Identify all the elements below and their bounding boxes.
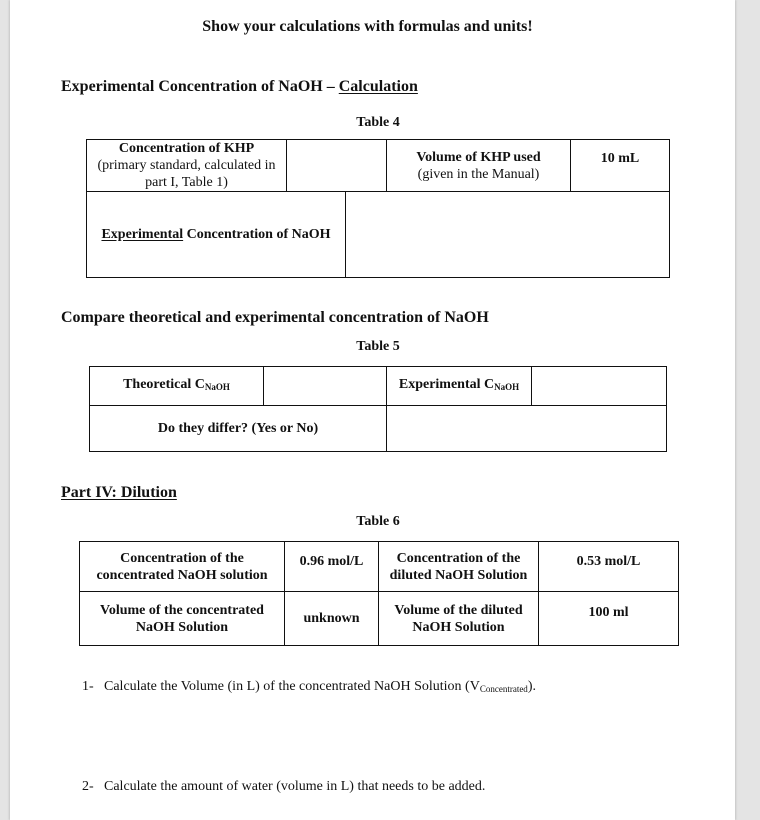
heading-underlined-text: Calculation	[338, 78, 418, 95]
question-1-subscript: Concentrated	[479, 684, 528, 694]
table-5-caption: Table 5	[356, 339, 400, 354]
khp-concentration-note: (primary standard, calculated in part I, Table 1)	[97, 158, 276, 190]
theoretical-c-naoh-value-cell[interactable]	[264, 367, 387, 406]
experimental-label-subscript: NaOH	[494, 382, 520, 392]
khp-concentration-label-cell	[87, 140, 287, 192]
section-heading-compare: Compare theoretical and experimental concentration of NaOH	[61, 309, 489, 326]
question-1	[82, 679, 536, 695]
section-heading-experimental-calculation	[61, 78, 418, 96]
question-1-suffix: ).	[527, 679, 536, 694]
concentrated-volume-label: Volume of the concentrated NaOH Solution	[80, 592, 285, 646]
do-they-differ-label: Do they differ? (Yes or No)	[90, 406, 387, 452]
experimental-underlined-label: Experimental	[101, 227, 184, 242]
diluted-volume-value: 100 ml	[539, 592, 679, 646]
khp-volume-value-cell: 10 mL	[571, 140, 670, 192]
table-6	[79, 541, 679, 646]
table-4-caption: Table 4	[356, 115, 400, 130]
theoretical-c-naoh-label	[90, 367, 264, 406]
question-1-text: Calculate the Volume (in L) of the concentrated NaOH Solution (V	[104, 679, 480, 694]
question-1-number: 1-	[82, 679, 94, 694]
khp-volume-label-cell	[387, 140, 571, 192]
diluted-volume-label: Volume of the diluted NaOH Solution	[379, 592, 539, 646]
table-4	[86, 139, 670, 278]
experimental-c-naoh-label	[387, 367, 532, 406]
theoretical-label-text: Theoretical C	[123, 377, 205, 392]
question-2-number: 2-	[82, 779, 94, 794]
question-2	[82, 779, 485, 795]
table-row	[80, 542, 679, 592]
khp-concentration-value-cell[interactable]	[287, 140, 387, 192]
question-2-text: Calculate the amount of water (volume in L) that needs to be added.	[104, 779, 486, 794]
section-heading-part-iv-dilution: Part IV: Dilution	[61, 484, 177, 501]
experimental-naoh-label-cell	[87, 192, 346, 278]
concentrated-volume-value: unknown	[285, 592, 379, 646]
khp-volume-note: (given in the Manual)	[417, 166, 540, 182]
experimental-c-naoh-value-cell[interactable]	[532, 367, 667, 406]
theoretical-label-subscript: NaOH	[204, 382, 230, 392]
diluted-concentration-label: Concentration of the diluted NaOH Solution	[379, 542, 539, 592]
concentrated-concentration-label: Concentration of the concentrated NaOH solution	[80, 542, 285, 592]
concentrated-concentration-value: 0.96 mol/L	[285, 542, 379, 592]
do-they-differ-value-cell[interactable]	[387, 406, 667, 452]
page-title: Show your calculations with formulas and units!	[202, 18, 533, 35]
khp-concentration-label: Concentration of KHP	[118, 141, 255, 156]
table-row	[80, 592, 679, 646]
khp-volume-label: Volume of KHP used	[416, 149, 541, 165]
table-5	[89, 366, 667, 452]
heading-text: Experimental Concentration of NaOH –	[61, 78, 339, 95]
experimental-naoh-value-cell[interactable]	[346, 192, 670, 278]
experimental-label-rest: Concentration of NaOH	[183, 227, 331, 242]
experimental-label-text: Experimental C	[398, 377, 495, 392]
table-6-caption: Table 6	[356, 514, 400, 529]
diluted-concentration-value: 0.53 mol/L	[539, 542, 679, 592]
